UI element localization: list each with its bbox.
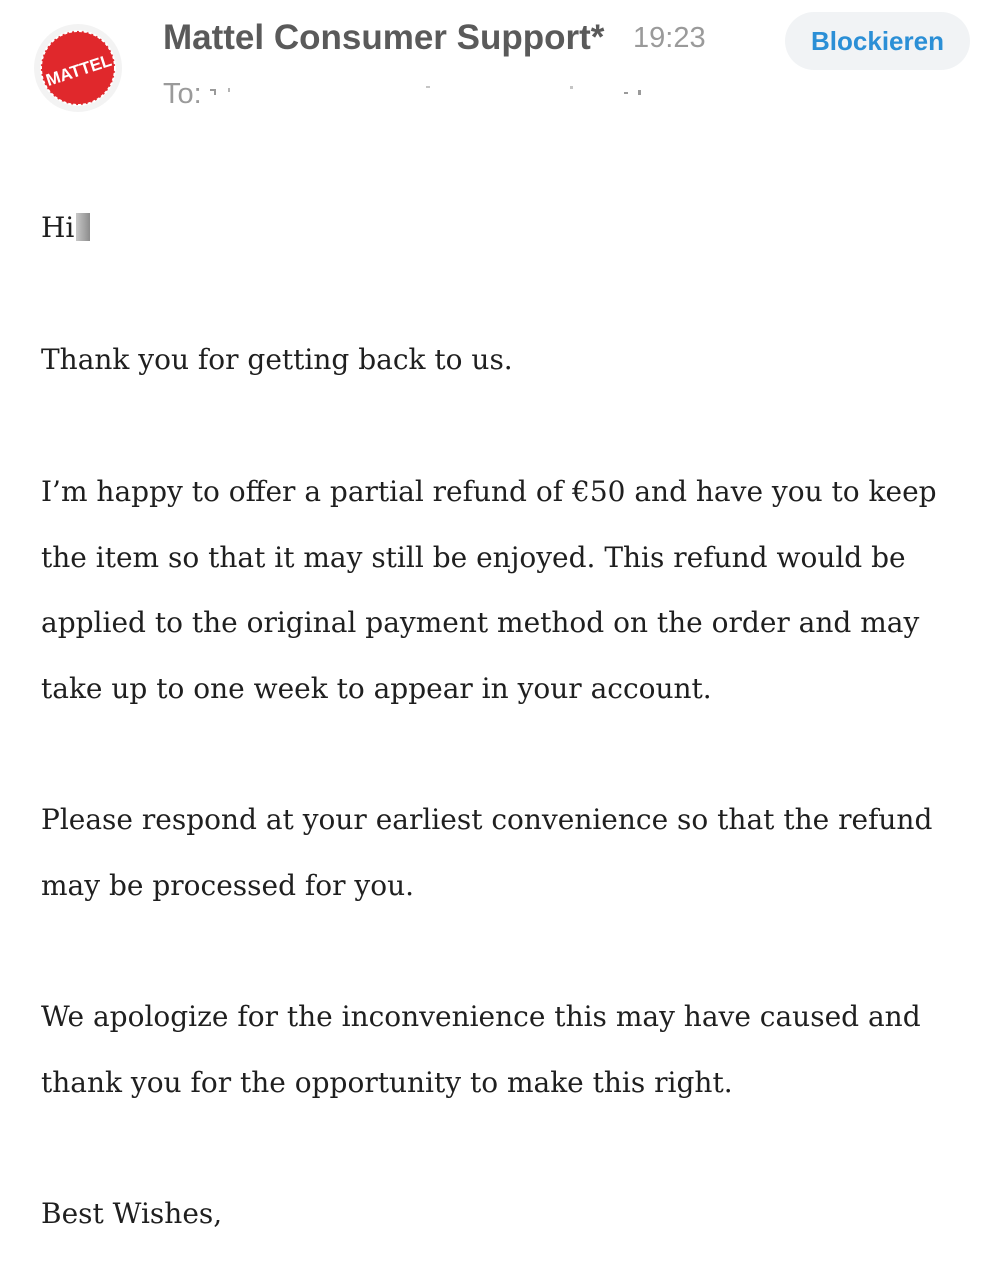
recipient-line[interactable] — [163, 78, 202, 111]
sign-off: Best Wishes, — [41, 1197, 223, 1230]
paragraph-line: the item so that it may still be enjoyed. This refund would be — [41, 541, 906, 574]
paragraph-line: thank you for the opportunity to make this right. — [41, 1066, 733, 1099]
paragraph-line: may be processed for you. — [41, 869, 415, 902]
paragraph-line: take up to one week to appear in your account. — [41, 672, 712, 705]
paragraph-line: Thank you for getting back to us. — [41, 343, 513, 376]
recipient-label: To: — [163, 78, 202, 110]
redacted-recipient — [200, 86, 660, 102]
sender-name[interactable]: Mattel Consumer Support* — [163, 18, 605, 57]
mattel-logo — [38, 28, 118, 108]
greeting: Hi — [41, 211, 75, 244]
paragraph-line: We apologize for the inconvenience this may have caused and — [41, 1000, 921, 1033]
paragraph-line: applied to the original payment method on the order and may — [41, 606, 920, 639]
redacted-name — [76, 213, 90, 241]
message-time: 19:23 — [633, 22, 706, 54]
greeting-line — [41, 208, 90, 248]
paragraph-line: Please respond at your earliest convenience so that the refund — [41, 803, 933, 836]
mattel-logo-text: MATTEL — [43, 50, 114, 90]
paragraph-line: I’m happy to offer a partial refund of €50 and have you to keep — [41, 475, 937, 508]
block-button[interactable]: Blockieren — [785, 12, 970, 70]
email-header — [0, 0, 1000, 130]
